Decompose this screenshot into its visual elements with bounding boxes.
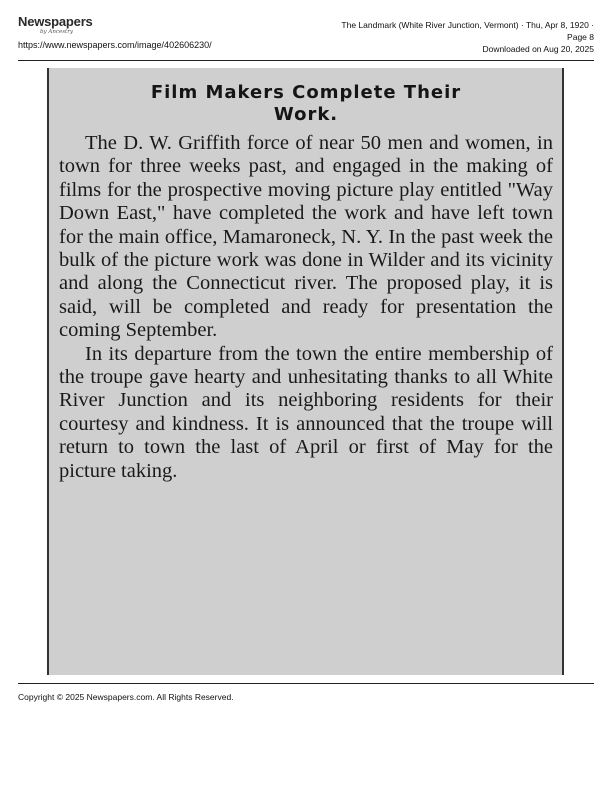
newspaper-clipping <box>47 68 564 675</box>
newspapers-logo[interactable] <box>18 14 93 35</box>
footer-divider <box>18 683 594 684</box>
article-paragraph-1: The D. W. Griffith force of near 50 men and women, in town for three weeks past, and engaged in the making of films for the prospective moving picture play entitled "Way Down East," have completed the work and have left town for the main office, Mamaroneck, N. Y. In the past week the bulk of the picture work was done in Wilder and its vicinity and along the Connecticut river. The proposed play, it is said, will be completed and ready for presentation the coming September. <box>59 132 553 342</box>
header-divider <box>18 60 594 61</box>
publication-title-date: The Landmark (White River Junction, Vermont) · Thu, Apr 8, 1920 · <box>341 20 594 30</box>
article-body <box>59 132 553 483</box>
headline-line-2: Work. <box>273 104 339 125</box>
logo-tagline: by Ancestry <box>40 29 73 35</box>
headline-line-1: Film Makers Complete Their <box>150 82 462 103</box>
article-headline <box>59 82 553 126</box>
page-number: Page 8 <box>567 32 594 42</box>
publication-info <box>341 19 594 55</box>
article-paragraph-2: In its departure from the town the entire membership of the troupe gave hearty and unhesitating thanks to all White River Junction and its neighboring residents for their courtesy and kindness. It is announced that the troupe will return to town the last of April or first of May for the picture taking. <box>59 342 553 482</box>
logo-wordmark: Newspapers <box>18 14 93 29</box>
download-date: Downloaded on Aug 20, 2025 <box>482 44 594 54</box>
image-url-link[interactable]: https://www.newspapers.com/image/402606230/ <box>18 40 212 50</box>
copyright-notice: Copyright © 2025 Newspapers.com. All Rights Reserved. <box>18 692 234 702</box>
